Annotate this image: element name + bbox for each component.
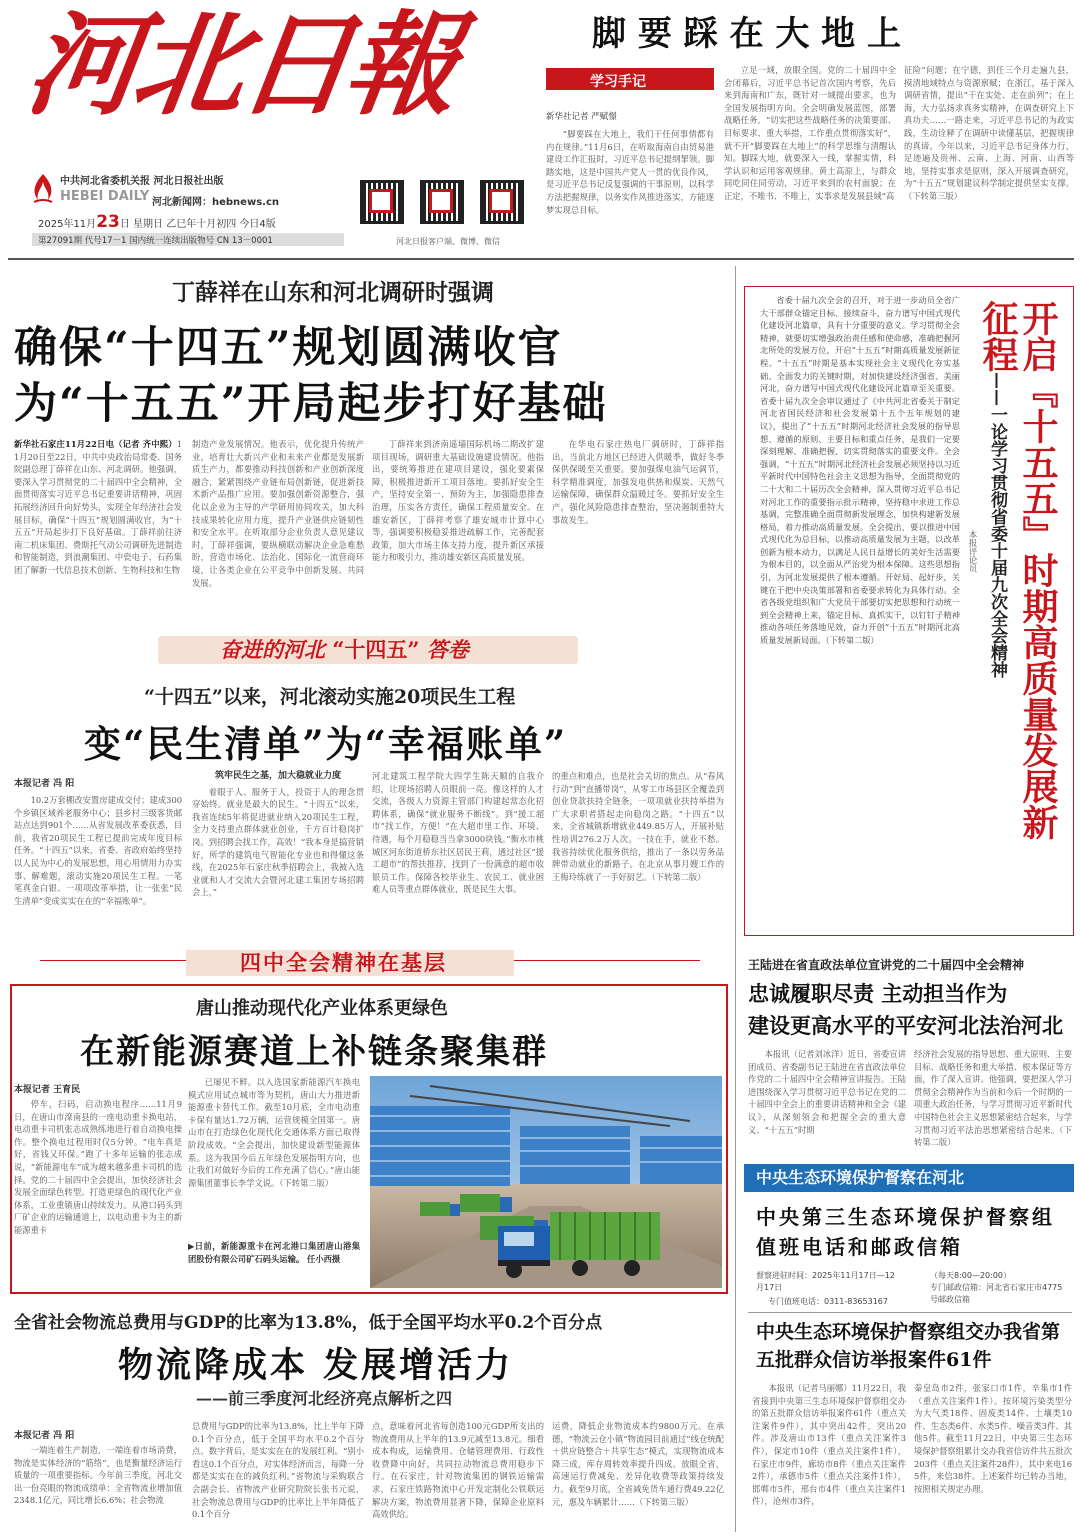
main-headline-2: 为“十五五”开局起步打好基础 [14, 379, 608, 429]
main-col2: 制造产业发展情况。他表示，优化提升传统产业，培育壮大新兴产业和未来产业都是发展新质生产力，都要推动科技创新和产业创新深度融合，紧紧围绕产业链布局创新链，促进新技术新产品推广应用。要加强创新资源整合，强化以企业为主导的产学研用协同攻关，加大科技成果转化应用力度，提升产业链供应链韧性和安全水平。在听取部分企业负责人意见建议时，丁薛祥强调，要纵横联动解决企业急难愁盼，营造市场化、法治化、国际化一流营商环境，让各类企业在公平竞争中创新发展、共同发展。 [192, 439, 364, 588]
qr-code-icon [420, 180, 464, 224]
fenjin-headline: 变“民生清单”为“幸福账单” [84, 722, 568, 766]
logistics-subtitle: ——前三季度河北经济亮点解析之四 [196, 1389, 453, 1408]
main-col4: 在华电石家庄热电厂调研时，丁薛祥指出，当前北方地区已经进入供暖季，做好冬季保供保暖至关重要。要加强煤电油气运调节，科学精准调度，加强发电供热和煤炭、天然气运输保障，确保群众温暖过冬。要抓好安全生产，强化风险隐患排查整治，坚决遏制重特大事故发生。 [552, 439, 724, 525]
logistics-col3: 点，意味着河北省每创造100元GDP所支出的物流费用从上半年的13.9元减至13.8元。细看成本构成，运输费用、仓储管理费用、行政性收费降中向好，共同拉动物流总费用稳步下行。在石家庄，针对物流集团的钢铁运输需求，石家庄铁路物流中心开发定制化公铁联运解决方案，物流费用显著下降，保障企业原料高效供给。 [372, 1421, 544, 1520]
website-label: 河北新闻网：hebnews.cn [152, 197, 279, 208]
eco-phone: 专门值班电话：0311-83653167 [768, 1297, 888, 1306]
eco-col2: 秦皇岛市2件，张家口市1件，辛集市1件（重点关注案件1件）。按环境污染类型分为大气类18件、固废类14件、土壤类10件、生态类6件、水类5件、噪音类3件、其他5件。截至11月22日，中央第三生态环境保护督察组累计交办我省信访件共五批次203件（重点关注案件28件），其中来电165件，来信38件。上述案件均已转办当地，按照相关规定办理。 [914, 1383, 1072, 1494]
grassroots-headline: 在新能源赛道上补链条聚集群 [80, 1032, 548, 1072]
grassroots-col2: 已屡见不鲜。以入选国家新能源汽车换电模式应用试点城市等为契机，唐山大力推进新能源重卡替代工作。截至10月底，全市电动重卡保有量达1.72万辆，运营规模全国第一。唐山市在打造绿色化现代化交通体系方面已取得阶段成效。“全会提出，加快建设新型能源体系。这为我国今后五年绿色发展指明方向，也让我们对做好今后的工作充满了信心。”唐山能源集团董事长李学文说。（下转第二版） [188, 1077, 360, 1188]
main-kicker: 丁薛祥在山东和河北调研时强调 [172, 279, 494, 306]
qr-code-icon [480, 180, 524, 224]
top-article-col3: 征险”问题；在宁德，到任三个月走遍九县，摸清地域特点与资源禀赋；在浙江，基于深入调研省情，提出“干在实处、走在前列”；在上海，大力弘扬求真务实精神，在调查研究上下真功夫……一路走来，习近平总书记的为政实践，生动诠释了在调研中读懂基层，把握规律的真谛。今年以来，习近平总书记身体力行，足迹遍及贵州、云南、上海、河南、山西等地，坚持实事求是原则，深入开展调查研究，为“十五五”规划建议科学制定提供坚实支撑。（下转第三版） [904, 65, 1074, 201]
main-col1: 新华社石家庄11月22日电（记者 齐中熙）11月20日至22日，中共中央政治局常委、国务院副总理丁薛祥在山东、河北调研。他强调，要深入学习贯彻党的二十届四中全会精神，全面贯彻落实习近平总书记重要讲话精神，巩固拓展经济回升向好势头，实现全年经济社会发展目标，确保“十四五”规划圆满收官，为“十五五”开局起步打下良好基础。丁薛祥前往济南二机床集团、费斯托气动公司调研先进制造和智能制造，到浪潮集团、中瓷电子、石药集团了解新一代信息技术创新、生物科技和生物 [14, 439, 182, 575]
fenjin-banner: 奋进的河北 “十四五” 答卷 [220, 637, 469, 662]
logistics-col2: 总费用与GDP的比率为13.8%，比上半年下降0.1个百分点，低于全国平均水平0.2个百分点。数字背后，是实实在在的发展红利。“别小看这0.1个百分点，对实体经济而言，每降一分都是实实在在的减负红利。”省物流与采购联合会副会长、省物流产业研究院院长张书元说，社会物流总费用与GDP的比率比上半年降低了0.1个百分 [192, 1421, 364, 1520]
wang-col1: 本报讯（记者刘冰洋）近日，省委宣讲团成员、省委副书记王陆进在省直政法单位作党的二十届四中全会精神宣讲报告。王陆进围绕深入学习贯彻习近平总书记在党的二十届四中全会上的重要讲话精神和全会《建议》，从深刻领会和把握全会的重大意义、“十五五”时期 [748, 1049, 906, 1135]
byline: 新华社记者 严赋憬 [546, 112, 617, 122]
eco-banner: 中央生态环境保护督察在河北 [756, 1168, 965, 1187]
wang-col2: 经济社会发展的指导思想、重大原则、主要目标、战略任务和重大举措、根本保证等方面，作了深入宣讲。他强调，要把深入学习贯彻全会精神作为当前和今后一个时期的一项重大政治任务，与学习贯彻习近平新时代中国特色社会主义思想紧密结合起来，与学习贯彻习近平法治思想紧密结合起来。（下转第二版） [914, 1049, 1072, 1148]
english-name: HEBEI DAILY [60, 189, 150, 204]
fenjin-kicker: “十四五”以来，河北滚动实施20项民生工程 [144, 686, 516, 708]
qr-caption: 河北日报客户端、微博、微信 [396, 237, 500, 246]
editorial-title: 开启『十五五』时期高质量发展新征程 [977, 300, 1059, 840]
editorial-author: 本报评论员 [967, 530, 977, 573]
photo-caption: ▶日前，新能源重卡在河北港口集团唐山港集团股份有限公司矿石码头运输。 任小西摄 [188, 1241, 360, 1264]
eco-hours: （每天8:00—20:00） [930, 1271, 1012, 1280]
grassroots-banner: 四中全会精神在基层 [240, 950, 447, 975]
eco-headline-2: 中央生态环境保护督察组交办我省第五批群众信访举报案件61件 [756, 1321, 1061, 1371]
org-line: 中共河北省委机关报 河北日报社出版 [60, 176, 224, 187]
fenjin-col1: 10.2万套棚改安置房建成交付；建成300个乡镇区域养老服务中心；县乡村三级客货邮站点达到901个……从省发展改革委获悉，目前，我省20项民生工程已提前完成年度目标任务。“十四五”以来，省委、省政府始终坚持以人民为中心的发展思想，用心用情用力办实事、解难题，滚动实施20项民生工程。一笔笔真金白银、一项项改革举措，让一张张“民生清单”变成实实在在的“幸福账单”。 [14, 795, 182, 906]
qr-code-icon [360, 180, 404, 224]
main-headline-1: 确保“十四五”规划圆满收官 [14, 323, 563, 373]
eco-headline-1: 中央第三生态环境保护督察组值班电话和邮政信箱 [756, 1205, 1055, 1259]
logistics-col1: 一端连着生产制造，一端连着市场消费，物流是实体经济的“筋络”，也是衡量经济运行质量的一项重要指标。今年前三季度，河北交出一份亮眼的物流成绩单：全省物流业增加值2348.1亿元，同比增长6.6%；社会物流 [14, 1445, 182, 1506]
grassroots-byline: 本报记者 王育民 [14, 1085, 81, 1095]
top-article-title: 脚 要 踩 在 大 地 上 [592, 14, 902, 54]
eco-col1: 本报讯（记者马丽娜）11月22日，我省接到中央第三生态环境保护督察组交办的第五批群众信访举报案件61件（重点关注案件9件），其中突出42件，突出20件。涉及唐山市13件（重点关注案件3件），保定市10件（重点关注案件1件），石家庄市9件，廊坊市8件（重点关注案件2件），承德市5件（重点关注案件1件），邯郸市5件，邢台市4件（重点关注案件1件），沧州市3件， [752, 1383, 906, 1507]
issue-line: 第27091期 代号17－1 国内统一连续出版物号 CN 13－0001 [38, 236, 273, 246]
main-col3: 丁薛祥来到济南遥墙国际机场二期改扩建项目现场，调研重大基础设施建设情况。他指出，要统筹推进在建项目建设，强化要素保障，积极推进新开工项目落地。要抓好安全生产，坚持安全第一、预防为主，加强隐患排查治理，压实各方责任，确保工程质量安全。在雄安新区，丁薛祥考察了雄安城市计算中心等，强调要积极稳妥推进疏解工作，完善配套政策，加大市场主体支持力度，提升新区承接能力和吸引力，推动雄安新区高质量发展。 [372, 439, 544, 563]
logistics-col4: 运费，降低企业物流成本约9800万元。在承德，“物流云仓小镇”物流园目前通过“线仓统配＋供应链整合＋共享生态”模式，实现物流成本降三成，库存周转效率提升四成。放眼全省，高速运行费减免、差异化收费等政策持续发力。截至9月底，全省减免货车通行费49.22亿元，惠及车辆累计……（下转第三版） [552, 1421, 724, 1507]
fenjin-byline: 本报记者 冯 阳 [14, 779, 75, 789]
grassroots-kicker: 唐山推动现代化产业体系更绿色 [196, 998, 448, 1019]
date-line: 2025年11月23日 星期日 乙巳年十月初四 今日4版 [38, 212, 276, 232]
editorial-body: 省委十届九次全会的召开，对于进一步动员全省广大干部群众锚定目标、接续奋斗，奋力谱写中国式现代化建设河北篇章，具有十分重要的意义。学习贯彻全会精神，就要切实增强政治责任感和使命感，准确把握河北所处的发展方位，开启“十五五”时期高质量发展新征程。“十五五”时期是基本实现社会主义现代化夯实基础、全面发力的关键时期，对加快建设经济强省、美丽河北，奋力谱写中国式现代化建设河北篇章至关重要。省委十届九次全会审议通过了《中共河北省委关于制定河北省国民经济和社会发展第十五个五年规划的建议》，提出了“十五五”时期河北经济社会发展的指导思想、遵循的原则、主要目标和重点任务，是我们一定要深刻理解、准确把握、切实贯彻落实的重要文件。全会强调，“十五五”时期河北经济社会发展必须坚持以习近平新时代中国特色社会主义思想为指导，全面贯彻党的二十大和二十届历次全会精神，深入贯彻习近平总书记对河北工作的重要指示批示精神，坚持稳中求进工作总基调，完整准确全面贯彻新发展理念，加快构建新发展格局，着力推动高质量发展。全会提出，要以推进中国式现代化为总目标，以推动高质量发展为主题，以改革创新为根本动力，以满足人民日益增长的美好生活需要为根本目的，以全面从严治党为根本保障。这些思想指引，为河北发展提供了根本遵循。开好局、起好步，关键在于把中央决策部署和省委要求转化为具体行动。全省各级党组织和广大党员干部要切实把思想和行动统一到全会精神上来，锚定目标、真抓实干，以钉钉子精神推动各项任务落地见效，奋力开创“十五五”时期河北高质量发展新局面。（下转第二版） [760, 295, 960, 646]
eco-period: 督察进驻时间：2025年11月17日—12月17日 [756, 1271, 895, 1292]
wang-headline-2: 建设更高水平的平安河北法治河北 [748, 1013, 1063, 1038]
top-article-col1: “脚要踩在大地上，我们干任何事情都有内在规律。”11月6日，在听取海南自由贸易港建设工作汇报时，习近平总书记提纲挈领。脚踏实地，这是中国共产党人一贯的优良作风，是习近平总书记反复强调的干事原则，以科学方法把握规律，以务实作风推进落实，方能逐梦实现总目标。 [546, 129, 714, 215]
study-notes-tag: 学习手记 [590, 74, 646, 90]
flame-logo-icon [30, 172, 56, 206]
editorial-subtitle: ——一论学习贯彻省委十届九次全会精神 [987, 372, 1007, 678]
logistics-byline: 本报记者 冯 阳 [14, 1431, 75, 1441]
fenjin-col3: 河北建筑工程学院大四学生陈天顺的自我介绍，让现场招聘人员眼前一亮。像这样的人才交流，各级人力资源主管部门构建起常态化招聘体系，确保“就业服务不断线”。到“援工超市”找工作，方便！“在大超市里工作、环境、待遇，每个月稳稳当当拿3000块钱。”衡水市桃城区河东街道桥东社区居民王莉，通过社区“援工超市”的帮扶推荐，找到了一份满意的超市收银员工作。保障各校毕业生、农民工、就业困难人员等重点群体就业，既是民生大事。 [372, 771, 544, 895]
logistics-kicker: 全省社会物流总费用与GDP的比率为13.8%，低于全国平均水平0.2个百分点 [14, 1313, 603, 1333]
wang-headline-1: 忠诚履职尽责 主动担当作为 [748, 981, 1008, 1006]
top-article-col2: 立足一域，放眼全国。党的二十届四中全会闭幕后，习近平总书记首次国内考察，先后来到海南和广东，既针对一域提出要求，也为全国发展指明方向。全会明确发展蓝图，部署战略任务。“切实把这些战略任务的决策要部、目标要求、重大举措，工作重点贯彻落实好”，就不开“脚要踩在大地上”的科学思维与清醒认知。脚踩大地，就要深入一线，掌握实情，科学认识和运用客观规律。黄土高原上，与群众同吃同住同劳动，习近平来到的农村面貌；在正定，不唯书、不唯上，实事求是发展县域“高 [724, 65, 896, 201]
fenjin-col2: 筑牢民生之基，加大稳就业力度 着眼于人、服务于人，投资于人的理念贯穿始终。就业是最大的民生。“十四五”以来，我省连续5年将促进就业纳入20项民生工程，全力支持重点群体就业创业，千方百计稳岗扩岗。到招聘会找工作，高效！“我本身是搞营销好，所学的建筑电气智能化专业也和得懂这条线，在2025年石家庄秋季招聘会上，我被入选业就和人才交流大会暨河北建工集团专场招聘会上，” [192, 771, 364, 898]
newspaper-logo: 河北日報 [18, 0, 462, 131]
grassroots-col1: 停车，扫码，启动换电程序……11月9日，在唐山市滦南县的一座电动重卡换电站，电动重卡司机张志成熟练地进行着自动换电操作。整个换电过程用时仅5分钟。“电车真是好，省钱又环保。”跑了十多年运输的张志成说，“新能源电车”成为越来越多重卡司机的选择。党的二十届四中全会提出，加快经济社会发展全面绿色转型。打造更绿色的现代化产业体系，工业重镇唐山持续发力。从港口码头到厂矿企业的运输通道上，以电动重卡为主的新能源重卡 [14, 1099, 182, 1235]
wang-kicker: 王陆进在省直政法单位宣讲党的二十届四中全会精神 [748, 958, 1025, 972]
website-link[interactable]: hebnews.cn [212, 197, 279, 208]
fenjin-col4: 的重点和难点，也是社会关切的焦点。从“春风行动”到“直播带岗”，从零工市场县区全覆盖到创业贷款扶持全链条，一项项就业扶持举措为广大求职者搭起走向稳岗之路。“十四五”以来，全省城镇新增就业449.85万人，开展补贴性培训276.2万人次。一技在手，就业不愁。我省持续优化服务供给，推出了一条以劳务品牌带动就业的新路子。在北京从事月嫂工作的王梅玲练就了一手好厨艺。（下转第二版） [552, 771, 724, 882]
eco-mail: 专门邮政信箱：河北省石家庄市4775号邮政信箱 [930, 1283, 1063, 1304]
logistics-headline: 物流降成本 发展增活力 [118, 1345, 514, 1386]
truck-photo [370, 1076, 722, 1288]
